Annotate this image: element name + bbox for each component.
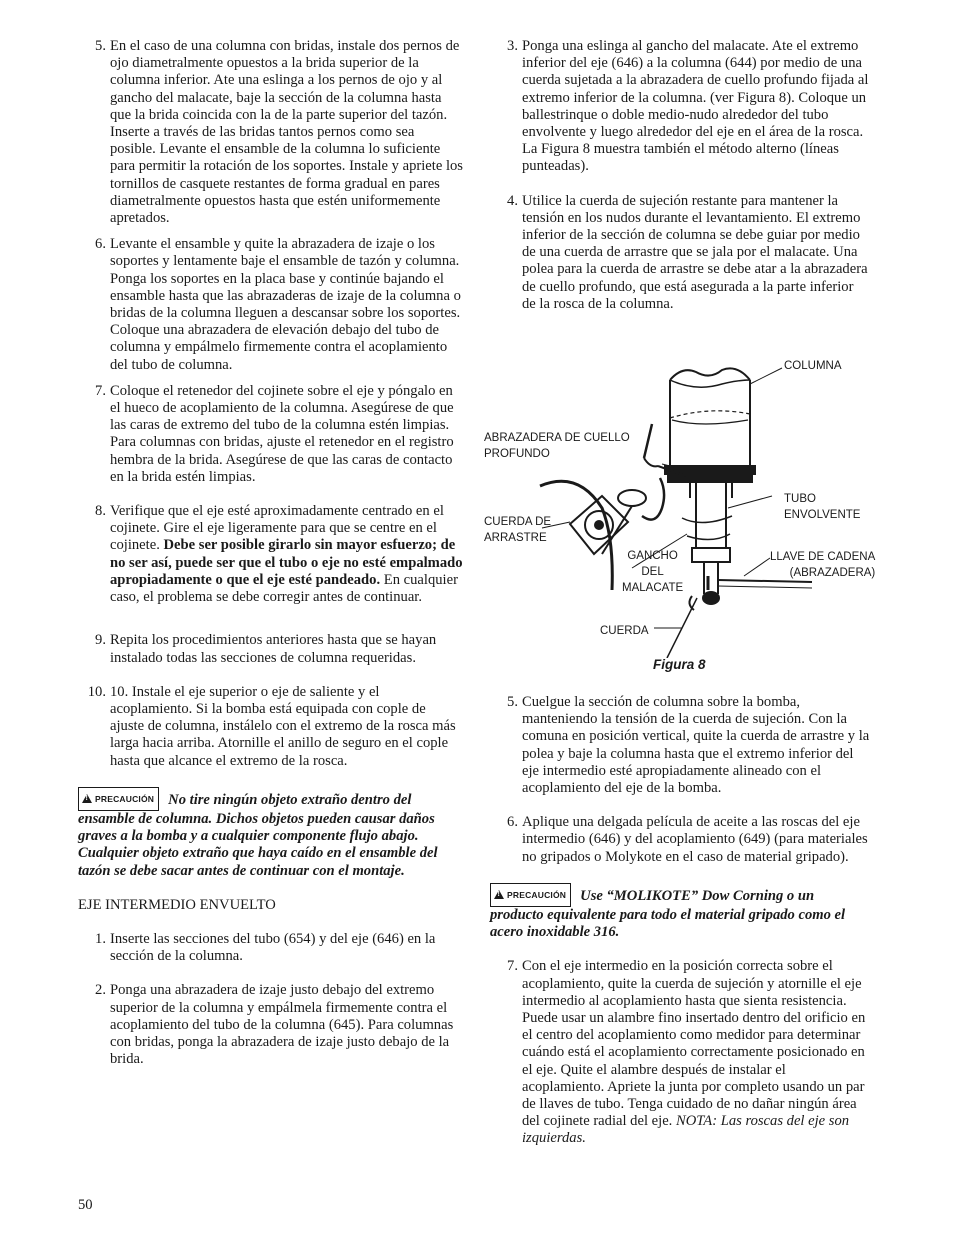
item-note: NOTA: Las roscas del eje son izquierdas. (522, 1113, 850, 1147)
list-item (78, 236, 463, 374)
item-text: Ponga una eslinga al gancho del malacate. Ate el extremo inferior del eje (646) a la columna (644) por medio de una cuerda sujetada a la abrazadera de cuello profundo fijada al extremo inferior de la columna. (ver Figura 8). Coloque un ballestrinque o doble medio-nudo alrededor del tubo envolvente y luego alrededor del eje en el área de la rosca. La Figura 8 muestra también el método alterno (líneas punteadas). (522, 38, 869, 175)
item-number: 8. (95, 503, 106, 520)
label-llave-de-cadena: LLAVE DE CADENA (ABRAZADERA) (770, 551, 876, 579)
list-item (78, 684, 463, 770)
label-abrazadera-cuello-profundo: ABRAZADERA DE CUELLO PROFUNDO (484, 432, 630, 460)
item-text: Con el eje intermedio en la posición correcta sobre el acoplamiento, quite la cuerda de sujeción y atornille el eje intermedio al acoplamiento hasta que sienta resistencia. Puede usar un alambre fino insertado dentro del orificio en el centro del acoplamiento como medidor para determinar cuándo está el acoplamiento correctamente posicionado en el eje. Quite el alambre después de instalar el acoplamiento. Apriete la junta por completo usando un par de llaves de tubo. Tenga cuidado de no dañar ningún área del cojinete radial del eje. (522, 958, 866, 1130)
item-text: Aplique una delgada película de aceite a las roscas del eje intermedio (646) y del acoplamiento (649) (para materiales no gripados o Molykote en el caso de material gripado). (522, 814, 868, 865)
item-number: 5. (95, 38, 106, 54)
item-text: Utilice la cuerda de sujeción restante para mantener la tensión en los nudos durante el levantamiento. El extremo inferior de la sección de columna se debe guiar por medio de una cuerda de arrastre que se jala por el malacate. Una polea para la cuerda de arrastre se debe atar a la abrazadera de cuello profundo, que está asegurada a la parte inferior de la rosca de la columna. (522, 192, 868, 312)
item-number: 7. (95, 382, 106, 399)
list-item (78, 38, 463, 227)
item-number: 4. (507, 192, 518, 209)
item-number: 2. (95, 982, 106, 999)
item-number: 6. (95, 236, 106, 253)
list-item (490, 958, 870, 1147)
item-text: Repita los procedimientos anteriores hasta que se hayan instalado todas las secciones de columna requeridas. (110, 632, 437, 666)
label-tubo-envolvente: TUBO ENVOLVENTE (784, 493, 861, 521)
item-bold-text: Debe ser posible girarlo sin mayor esfuerzo; de no ser así, puede ser que el tubo o eje no esté empalmado apropiadamente o que el eje esté pandeado. (110, 537, 463, 588)
item-text: Inserte las secciones del tubo (654) y del eje (646) en la sección de la columna. (110, 930, 436, 965)
item-number: 7. (507, 958, 518, 975)
item-text: Levante el ensamble y quite la abrazadera de izaje o los soportes y lentamente baje el ensamble de tazón y columna. Ponga los soportes en la placa base y continúe bajando el ensamble hasta que las abrazaderas de izaje de la columna o bridas de la columna lleguen a descansar sobre los soportes. Coloque una abrazadera de elevación debajo del tubo de columna y empálmelo firmemente contra el acoplamiento del tubo de columna. (110, 236, 461, 373)
item-number: 9. (95, 632, 106, 649)
item-text: En cualquier caso, el problema se debe corregir antes de continuar. (110, 571, 458, 606)
item-text: 10. Instale el eje superior o eje de saliente y el acoplamiento. Si la bomba está equipada con cople de ajuste de columna, instálelo con el extremo de la rosca más larga hacia arriba. Atornille el anillo de seguro en el cople hasta que alcance el extremo de la rosca. (110, 683, 456, 769)
list-item (78, 503, 463, 606)
caution-text: Use “MOLIKOTE” Dow Corning o un producto equivalente para todo el material gripado como el acero inoxidable 316. (490, 887, 846, 941)
list-item (78, 982, 463, 1068)
item-text: Ponga una abrazadera de izaje justo debajo del extremo superior de la columna y empálmela firmemente contra el acoplamiento del tubo de la columna (645). Para columnas con bridas, ponga la abrazadera de izaje justo debajo de la brida. (110, 982, 454, 1068)
item-number: 6. (507, 814, 518, 831)
figure-caption: Figura 8 (653, 657, 706, 672)
list-item (490, 814, 870, 866)
item-text: Coloque el retenedor del cojinete sobre el eje y póngalo en el hueco de acoplamiento de la columna. Asegúrese de que las caras de extremo del tubo de la columna estén limpias. Para columnas con bridas, ajuste el retenedor en el registro hembra de la brida. Asegúrese de que las caras de contacto en la brida estén limpias. (110, 382, 454, 485)
item-text: Verifique que el eje esté aproximadamente centrado en el cojinete. Gire el eje ligeramente para que se centre en el cojinete. (110, 503, 444, 554)
list-item (490, 38, 870, 176)
item-number: 1. (95, 930, 106, 947)
warning-icon (494, 890, 504, 899)
caution-badge: !PRECAUCIÓN (78, 787, 159, 811)
label-cuerda: CUERDA (600, 625, 649, 637)
list-item (78, 383, 463, 486)
caution-badge: !PRECAUCIÓN (490, 883, 571, 907)
label-columna: COLUMNA (784, 360, 842, 372)
item-number: 10. (87, 683, 106, 700)
figure-8 (482, 358, 902, 683)
section-heading: EJE INTERMEDIO ENVUELTO (78, 896, 276, 913)
page-number: 50 (78, 1197, 93, 1213)
item-number: 5. (507, 694, 518, 710)
item-number: 3. (507, 38, 518, 54)
caution-note (490, 883, 870, 942)
item-text: En el caso de una columna con bridas, instale dos pernos de ojo diametralmente opuestos a la brida superior de la columna inferior. Ate una eslinga a los pernos de ojo y al gancho del malacate, baje la sección de la columna hasta que la brida coincida con la de la parte superior del tazón. Inserte a través de las bridas tantos pernos como sea posible. Levante el ensamble de la columna lo suficiente para permitir la rotación de los soportes. Instale y apriete los tornillos de casquete restantes de forma gradual en pares diametralmente opuestos hasta que estén uniformemente apretados. (110, 38, 463, 227)
item-text: Cuelgue la sección de columna sobre la bomba, manteniendo la tensión de la cuerda de sujeción. Con la comuna en posición vertical, quite la cuerda de arrastre y la polea y baje la columna hasta que el extremo inferior del eje intermedio esté apropiadamente alineado con el acoplamiento del eje de la bomba. (522, 694, 870, 797)
list-item (490, 694, 870, 797)
list-item (78, 632, 463, 666)
right-column-bottom (490, 694, 870, 1148)
list-item (78, 931, 463, 965)
caution-note (78, 787, 463, 880)
caution-text: No tire ningún objeto extraño dentro del ensamble de columna. Dichos objetos pueden causar daños graves a la bomba y a cualquier componente flujo abajo. Cualquier objeto extraño que haya caído en el ensamble del tazón se debe sacar antes de continuar con el montaje. (78, 791, 438, 879)
left-column (78, 38, 463, 1068)
right-column-top (490, 38, 870, 313)
label-gancho-del-malacate: GANCHO DEL MALACATE (622, 550, 684, 594)
list-item (490, 193, 870, 313)
warning-icon (82, 794, 92, 803)
label-cuerda-de-arrastre: CUERDA DE ARRASTRE (484, 516, 552, 544)
